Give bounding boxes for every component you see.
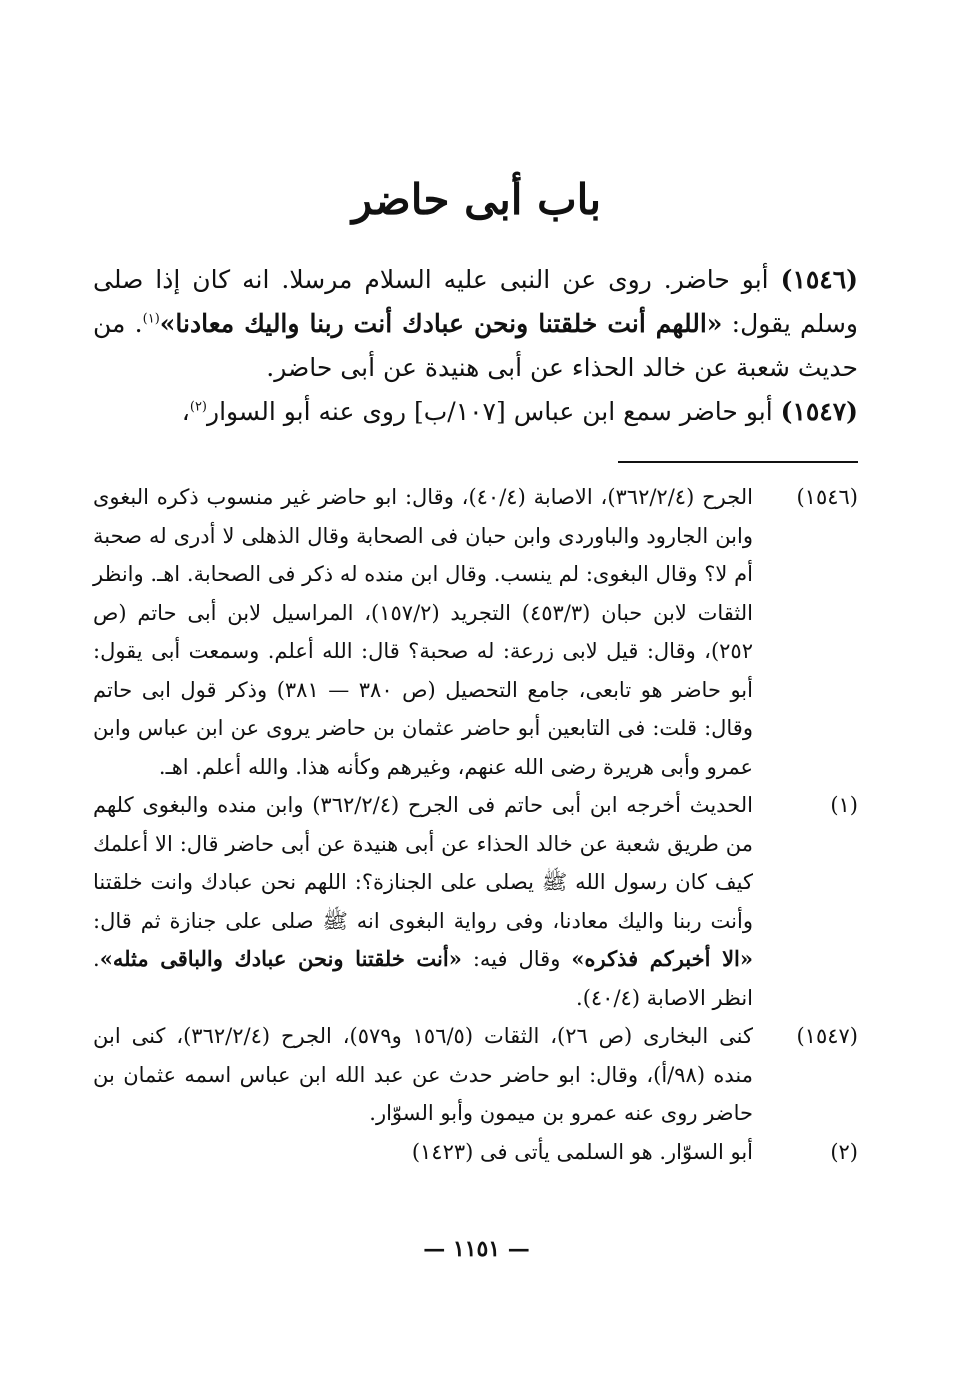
entry-number: (١٥٤٧): [780, 397, 858, 426]
footnote-1: [93, 786, 858, 1017]
footnote-ref[interactable]: (١): [142, 311, 160, 327]
footnote-1546: [93, 478, 858, 786]
footnotes: [93, 478, 858, 1171]
entry-text: . من حديث شعبة عن خالد الحذاء عن أبى هنيدة عن أبى حاضر.: [93, 309, 858, 382]
footnote-marker: (٢): [830, 1139, 858, 1164]
footnote-text: [93, 786, 753, 1017]
footnote-divider: [618, 461, 858, 463]
entry-text: أبو حاضر. روى عن النبى عليه السلام مرسلا. انه كان إذا صلى وسلم يقول:: [93, 265, 858, 338]
footnote-marker: (١): [830, 793, 858, 817]
footnote-marker: (١٥٤٦): [796, 485, 858, 509]
footnote-text: أبو السوّار. هو السلمى يأتى فى (١٤٢٣): [411, 1139, 753, 1164]
footnote-text: كنى البخارى (ص ٢٦)، الثقات (١٥٦/٥ و٥٧٩)، الجرح (٣٦٢/٢/٤)، كنى ابن منده (٩٨/أ)، وقال: ابو حاضر حدث عن عبد الله ابن عباس اسمه عثمان بن حاضر روى عنه عمرو بن ميمون وأبو السوّار.: [93, 1024, 753, 1125]
entry-text: ،: [181, 397, 190, 426]
footnote-text: الجرح (٣٦٢/٢/٤)، الاصابة (٤٠/٤)، وقال: ابو حاضر غير منسوب ذكره البغوى وابن الجارود والباوردى وابن حبان فى الصحابة وقال الذهلى لا أدرى له صحبة أم لا؟ وقال البغوى: لم ينسب. وقال ابن منده له ذكر فى الصحابة. اهـ. وانظر الثقات لابن حبان (٤٥٣/٣) التجريد (١٥٧/٢)، المراسيل لابن أبى حاتم (ص ٢٥٢)، وقال: قيل لابى زرعة: له صحبة؟ قال: الله أعلم. وسمعت أبى يقول: أبو حاضر هو تابعى، جامع التحصيل (ص ٣٨٠ — ٣٨١) وذكر قول ابى حاتم وقال: قلت: فى التابعين أبو حاضر عثمان بن حاضر يروى عن ابن عباس وابن عمرو وأبى هريرة رضى الله عنهم، وغيرهم وكأنه هذا. والله أعلم. اهـ.: [93, 485, 753, 779]
footnote-text-part: الحديث أخرجه ابن أبى حاتم فى الجرح (٣٦٢/٢/٤) وابن منده والبغوى كلهم من طريق شعبة عن خالد الحذاء عن أبى هنيدة عن أبى حاضر قال: الا أعلمك كيف كان رسول الله ﷺ يصلى على الجنازة؟: اللهم نحن عبادك وانت خلقتنا وأنت ربنا واليك معادنا، وفى رواية البغوى انه ﷺ صلى على جنازة ثم قال:: [93, 793, 753, 933]
footnote-quote: «الا أخبركم فذكره»: [571, 946, 754, 971]
hadith-quote: «اللهم أنت خلقتنا ونحن عبادك أنت ربنا واليك معادنا»: [159, 309, 723, 338]
entry-1547: [93, 390, 858, 434]
footnote-ref[interactable]: (٢): [189, 399, 207, 415]
footnote-quote: «أنت خلقتنا ونحن عبادك والباقى مثله»: [99, 946, 462, 971]
footnote-1547: [93, 1017, 858, 1133]
section-title: باب أبى حاضر: [351, 175, 602, 224]
entry-1546: [93, 258, 858, 390]
footnote-2: [93, 1133, 858, 1172]
footnote-marker: (١٥٤٧): [796, 1024, 858, 1048]
page-number: — ١١٥١ —: [423, 1236, 530, 1262]
main-text: [93, 258, 858, 434]
entry-number: (١٥٤٦): [780, 265, 858, 294]
entry-text: أبو حاضر سمع ابن عباس [١٠٧/ب] روى عنه أبو السوار: [207, 397, 781, 426]
footnote-text-part: وقال فيه:: [461, 947, 572, 971]
footnote-text-part: . انظر الاصابة (٤٠/٤).: [93, 947, 753, 1010]
